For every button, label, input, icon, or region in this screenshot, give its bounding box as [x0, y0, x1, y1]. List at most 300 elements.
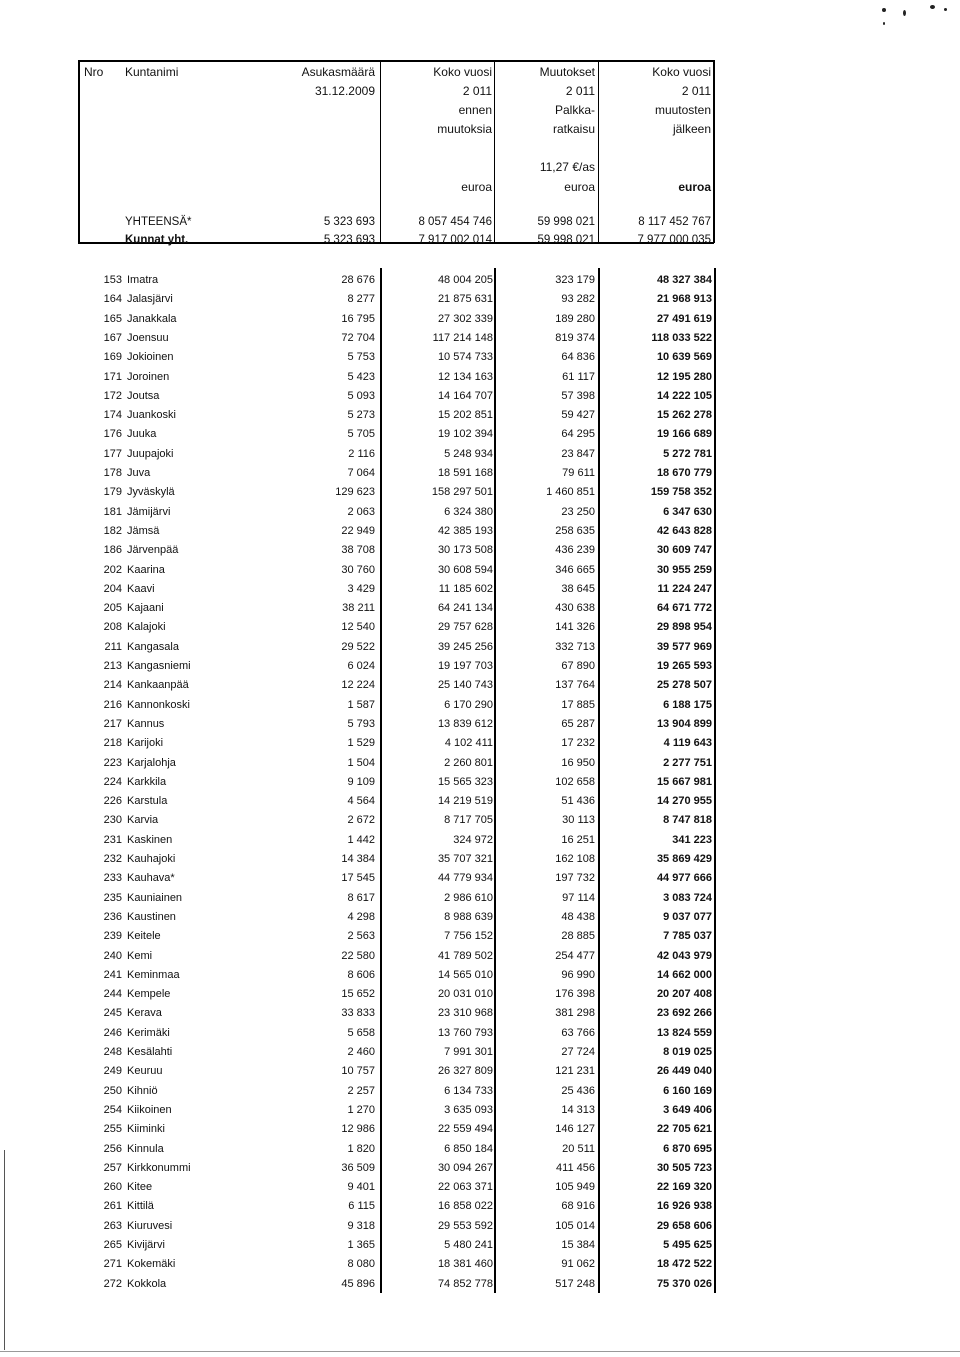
table-row [0, 270, 960, 289]
kunnat-pop: 5 323 693 [323, 234, 375, 246]
table-row [0, 772, 960, 791]
row-change: 93 282 [561, 293, 595, 306]
row-population: 6 115 [348, 1200, 375, 1213]
row-population: 1 587 [347, 698, 375, 711]
row-after: 30 609 747 [656, 544, 712, 557]
row-change: 61 117 [562, 370, 595, 383]
row-change: 436 239 [555, 544, 595, 557]
kunnat-before: 7 917 002 014 [418, 234, 492, 246]
row-nro: 230 [103, 814, 122, 827]
row-population: 8 277 [347, 293, 375, 306]
row-before: 22 063 371 [437, 1181, 493, 1194]
row-before: 12 134 163 [437, 370, 493, 383]
table-row [0, 965, 960, 984]
row-nro: 246 [103, 1026, 122, 1039]
row-after: 27 491 619 [656, 312, 712, 325]
row-nro: 223 [103, 756, 122, 769]
row-population: 22 949 [341, 524, 375, 537]
scan-speck [903, 10, 906, 16]
row-after: 22 705 621 [656, 1123, 712, 1136]
header-koko-jalkeen-sub2: jälkeen [672, 122, 711, 136]
row-nro: 231 [103, 833, 122, 846]
row-change: 258 635 [555, 524, 595, 537]
table-row [0, 791, 960, 810]
row-before: 20 031 010 [437, 988, 493, 1001]
row-name: Kaavi [127, 582, 155, 595]
row-nro: 204 [103, 582, 122, 595]
row-after: 6 870 695 [663, 1142, 712, 1155]
row-after: 39 577 969 [656, 640, 712, 653]
row-after: 75 370 026 [656, 1277, 712, 1290]
totals-pop: 5 323 693 [323, 216, 375, 228]
row-change: 64 295 [561, 428, 595, 441]
table-row [0, 617, 960, 636]
table-row [0, 946, 960, 965]
row-name: Kaarina [127, 563, 165, 576]
row-after: 3 083 724 [663, 891, 712, 904]
row-population: 33 833 [341, 1007, 375, 1020]
row-name: Karstula [127, 795, 168, 808]
row-nro: 211 [104, 640, 122, 653]
row-after: 18 670 779 [656, 467, 712, 479]
row-name: Janakkala [127, 312, 177, 325]
row-population: 5 273 [347, 409, 375, 422]
row-nro: 261 [103, 1200, 122, 1213]
row-before: 64 241 134 [437, 602, 493, 615]
row-after: 22 169 320 [656, 1181, 712, 1194]
row-before: 13 839 612 [437, 717, 493, 730]
row-after: 16 926 938 [656, 1200, 712, 1213]
row-change: 91 062 [561, 1258, 595, 1271]
kunnat-label: Kunnat yht. [125, 234, 189, 246]
row-name: Juuka [127, 428, 157, 441]
row-nro: 233 [103, 872, 122, 885]
row-before: 13 760 793 [437, 1026, 493, 1039]
row-after: 64 671 772 [656, 602, 712, 615]
table-row [0, 367, 960, 386]
row-after: 21 968 913 [656, 293, 712, 306]
row-after: 341 223 [672, 833, 712, 846]
totals-label: YHTEENSÄ* [125, 216, 192, 228]
row-name: Kokemäki [127, 1258, 176, 1271]
row-before: 23 310 968 [437, 1007, 493, 1020]
row-nro: 226 [103, 795, 122, 808]
row-before: 14 565 010 [437, 968, 493, 981]
row-change: 189 280 [555, 312, 595, 325]
header-rate: 11,27 €/as [539, 160, 595, 174]
row-population: 1 820 [347, 1142, 375, 1155]
row-population: 9 109 [347, 775, 375, 788]
row-population: 22 580 [341, 949, 375, 962]
table-row [0, 733, 960, 752]
row-before: 8 717 705 [444, 814, 493, 827]
row-population: 4 298 [347, 910, 375, 923]
row-after: 29 658 606 [656, 1219, 712, 1232]
row-change: 146 127 [555, 1123, 595, 1136]
table-row [0, 540, 960, 559]
row-population: 10 757 [341, 1065, 375, 1078]
row-population: 15 652 [341, 988, 375, 1001]
header-muutokset-sub2: ratkaisu [552, 122, 595, 136]
row-population: 30 760 [341, 563, 375, 576]
row-population: 3 429 [347, 582, 375, 595]
row-name: Jämijärvi [127, 505, 171, 518]
row-change: 79 611 [562, 467, 595, 479]
scan-speck [930, 5, 935, 9]
row-after: 13 904 899 [656, 717, 712, 730]
row-name: Jyväskylä [127, 486, 175, 499]
row-before: 7 991 301 [444, 1046, 493, 1058]
row-before: 7 756 152 [444, 930, 493, 943]
row-name: Kaskinen [127, 833, 173, 846]
row-nro: 260 [103, 1181, 122, 1194]
row-before: 25 140 743 [437, 679, 493, 692]
row-population: 28 676 [341, 274, 375, 286]
row-population: 5 793 [347, 717, 375, 730]
scan-speck [882, 8, 886, 12]
header-koko-jalkeen-year: 2 011 [681, 84, 711, 98]
header-kuntanimi: Kuntanimi [125, 65, 179, 79]
table-row [0, 984, 960, 1003]
header-koko-jalkeen: Koko vuosi [652, 65, 711, 79]
row-name: Kangasniemi [127, 660, 191, 672]
row-change: 25 436 [561, 1084, 595, 1097]
row-change: 97 114 [562, 891, 595, 904]
row-after: 15 667 981 [656, 775, 712, 788]
row-after: 14 662 000 [656, 968, 712, 981]
table-row [0, 830, 960, 849]
row-name: Kerimäki [127, 1026, 170, 1039]
row-after: 3 649 406 [663, 1103, 712, 1116]
row-after: 20 207 408 [656, 988, 712, 1001]
row-change: 51 436 [561, 795, 595, 808]
row-nro: 176 [103, 428, 122, 441]
row-after: 5 272 781 [663, 447, 712, 460]
row-before: 6 170 290 [444, 698, 493, 711]
row-population: 9 318 [347, 1219, 375, 1232]
table-row [0, 521, 960, 540]
row-before: 27 302 339 [437, 312, 493, 325]
table-row [0, 1158, 960, 1177]
row-after: 25 278 507 [656, 679, 712, 692]
row-population: 5 753 [347, 351, 375, 364]
row-nro: 202 [103, 563, 122, 576]
header-muutokset: Muutokset [539, 65, 595, 79]
row-after: 10 639 569 [656, 351, 712, 364]
row-before: 324 972 [453, 833, 493, 846]
row-change: 176 398 [555, 988, 595, 1001]
row-change: 162 108 [555, 853, 595, 865]
row-population: 2 063 [347, 505, 375, 518]
row-after: 159 758 352 [650, 486, 712, 499]
row-name: Kemi [127, 949, 153, 962]
table-row [0, 1139, 960, 1158]
row-change: 17 885 [561, 698, 595, 711]
row-name: Kiikoinen [127, 1103, 172, 1116]
table-row [0, 579, 960, 598]
row-after: 14 222 105 [656, 389, 712, 402]
kunnat-change: 59 998 021 [537, 234, 595, 246]
row-change: 68 916 [561, 1200, 595, 1213]
row-before: 42 385 193 [437, 524, 493, 537]
row-before: 44 779 934 [437, 872, 493, 885]
row-nro: 236 [103, 910, 122, 923]
row-before: 6 850 184 [444, 1142, 493, 1155]
row-nro: 164 [103, 293, 122, 306]
table-row [0, 309, 960, 328]
table-row [0, 482, 960, 501]
row-change: 64 836 [561, 351, 595, 364]
row-name: Kiiminki [127, 1123, 165, 1136]
row-name: Keminmaa [127, 968, 180, 981]
row-nro: 254 [103, 1103, 122, 1116]
table-row [0, 907, 960, 926]
scan-margin-line [4, 1150, 5, 1350]
row-before: 22 559 494 [437, 1123, 493, 1136]
table-row [0, 714, 960, 733]
row-population: 9 401 [347, 1181, 375, 1194]
header-koko-ennen-sub: ennen [458, 103, 492, 117]
row-before: 19 102 394 [437, 428, 493, 441]
row-before: 30 173 508 [437, 544, 493, 557]
row-before: 30 094 267 [437, 1161, 493, 1174]
row-after: 9 037 077 [663, 910, 712, 923]
row-change: 1 460 851 [546, 486, 595, 499]
row-population: 2 672 [347, 814, 375, 827]
row-name: Kokkola [127, 1277, 167, 1290]
header-muutokset-year: 2 011 [565, 84, 595, 98]
row-name: Kiuruvesi [127, 1219, 173, 1232]
row-after: 8 019 025 [663, 1046, 712, 1058]
row-after: 6 347 630 [663, 505, 712, 518]
row-nro: 174 [103, 409, 122, 422]
row-population: 2 563 [347, 930, 375, 943]
row-before: 15 565 323 [437, 775, 493, 788]
row-name: Kannonkoski [127, 698, 190, 711]
table-row [0, 560, 960, 579]
row-nro: 208 [103, 621, 122, 634]
row-before: 30 608 594 [437, 563, 493, 576]
row-after: 30 505 723 [656, 1161, 712, 1174]
row-before: 14 219 519 [437, 795, 493, 808]
row-change: 30 113 [562, 814, 595, 827]
table-row [0, 810, 960, 829]
table-row [0, 1119, 960, 1138]
row-name: Karvia [127, 814, 159, 827]
row-name: Kankaanpää [127, 679, 189, 692]
scan-bottom-line [0, 1351, 960, 1352]
header-koko-ennen: Koko vuosi [433, 65, 492, 79]
row-change: 63 766 [561, 1026, 595, 1039]
row-before: 48 004 205 [437, 274, 493, 286]
row-change: 96 990 [561, 968, 595, 981]
row-after: 6 188 175 [663, 698, 712, 711]
row-nro: 177 [103, 447, 122, 460]
row-change: 20 511 [562, 1142, 595, 1155]
table-row [0, 1196, 960, 1215]
row-nro: 153 [103, 274, 122, 286]
row-population: 5 093 [347, 389, 375, 402]
row-population: 1 504 [347, 756, 375, 769]
row-nro: 167 [103, 331, 122, 344]
row-name: Kivijärvi [127, 1239, 165, 1251]
row-nro: 178 [103, 467, 122, 479]
row-change: 411 456 [556, 1161, 595, 1174]
row-before: 18 381 460 [437, 1258, 493, 1271]
row-before: 11 185 602 [438, 582, 493, 595]
row-after: 7 785 037 [663, 930, 712, 943]
row-change: 27 724 [561, 1046, 595, 1058]
row-population: 16 795 [341, 312, 375, 325]
row-change: 141 326 [555, 621, 595, 634]
row-after: 23 692 266 [656, 1007, 712, 1020]
row-after: 42 643 828 [656, 524, 712, 537]
row-after: 19 166 689 [656, 428, 712, 441]
row-before: 10 574 733 [437, 351, 493, 364]
row-nro: 235 [103, 891, 122, 904]
row-name: Karijoki [127, 737, 164, 750]
header-nro: Nro [84, 65, 104, 79]
row-after: 26 449 040 [656, 1065, 712, 1078]
row-nro: 179 [103, 486, 122, 499]
row-nro: 171 [103, 370, 122, 383]
totals-after: 8 117 452 767 [638, 216, 711, 228]
table-row [0, 598, 960, 617]
table-row [0, 1061, 960, 1080]
row-change: 105 014 [555, 1219, 595, 1232]
scan-speck [883, 22, 885, 25]
row-before: 6 134 733 [444, 1084, 493, 1097]
row-nro: 213 [103, 660, 122, 672]
row-change: 28 885 [561, 930, 595, 943]
row-nro: 216 [103, 698, 122, 711]
header-muutokset-sub: Palkka- [554, 103, 595, 117]
table-row [0, 424, 960, 443]
row-change: 381 298 [555, 1007, 595, 1020]
row-before: 26 327 809 [437, 1065, 493, 1078]
row-before: 35 707 321 [437, 853, 493, 865]
row-population: 8 080 [347, 1258, 375, 1271]
row-name: Kihniö [127, 1084, 158, 1097]
row-population: 2 460 [347, 1046, 375, 1058]
row-before: 19 197 703 [437, 660, 493, 672]
row-change: 14 313 [561, 1103, 595, 1116]
row-after: 15 262 278 [656, 409, 712, 422]
row-name: Joensuu [127, 331, 169, 344]
row-name: Järvenpää [127, 544, 179, 557]
table-row [0, 1177, 960, 1196]
row-before: 15 202 851 [437, 409, 493, 422]
table-row [0, 637, 960, 656]
table-row [0, 1081, 960, 1100]
table-row [0, 1216, 960, 1235]
header-koko-ennen-year: 2 011 [462, 84, 492, 98]
row-change: 57 398 [561, 389, 595, 402]
table-row [0, 1023, 960, 1042]
row-after: 14 270 955 [656, 795, 712, 808]
table-row [0, 695, 960, 714]
row-before: 3 635 093 [444, 1103, 493, 1116]
row-change: 332 713 [555, 640, 595, 653]
header-koko-ennen-sub2: muutoksia [437, 122, 492, 136]
row-population: 72 704 [341, 331, 375, 344]
table-row [0, 463, 960, 482]
row-nro: 214 [103, 679, 122, 692]
row-nro: 181 [103, 505, 122, 518]
row-nro: 240 [103, 949, 122, 962]
table-row [0, 675, 960, 694]
row-name: Kempele [127, 988, 171, 1001]
row-change: 254 477 [555, 949, 595, 962]
row-nro: 245 [103, 1007, 122, 1020]
row-before: 21 875 631 [437, 293, 493, 306]
header-divider [494, 60, 495, 243]
row-population: 8 606 [347, 968, 375, 981]
table-row [0, 289, 960, 308]
table-row [0, 502, 960, 521]
row-name: Kauhajoki [127, 853, 176, 865]
row-after: 4 119 643 [663, 737, 712, 750]
row-change: 38 645 [561, 582, 595, 595]
header-koko-jalkeen-sub: muutosten [654, 103, 711, 117]
row-change: 59 427 [561, 409, 595, 422]
row-nro: 241 [103, 968, 122, 981]
row-nro: 249 [103, 1065, 122, 1078]
row-nro: 217 [103, 717, 122, 730]
row-name: Jokioinen [127, 351, 174, 364]
header-border-right [713, 60, 715, 243]
row-nro: 248 [103, 1046, 122, 1058]
row-population: 5 423 [347, 370, 375, 383]
row-after: 29 898 954 [656, 621, 712, 634]
row-before: 14 164 707 [437, 389, 493, 402]
row-nro: 257 [103, 1161, 122, 1174]
row-after: 19 265 593 [656, 660, 712, 672]
row-change: 23 847 [561, 447, 595, 460]
header-border-left [78, 60, 80, 243]
row-name: Kannus [127, 717, 165, 730]
row-population: 17 545 [341, 872, 375, 885]
row-name: Karjalohja [127, 756, 176, 769]
row-name: Kinnula [127, 1142, 164, 1155]
table-row [0, 1100, 960, 1119]
row-nro: 169 [103, 351, 122, 364]
row-name: Kangasala [127, 640, 179, 653]
row-population: 2 257 [347, 1084, 375, 1097]
row-name: Joutsa [127, 389, 160, 402]
row-name: Karkkila [127, 775, 167, 788]
scan-speck [944, 8, 947, 11]
row-change: 16 950 [561, 756, 595, 769]
row-nro: 244 [103, 988, 122, 1001]
row-after: 35 869 429 [656, 853, 712, 865]
table-row [0, 753, 960, 772]
header-asukasmaara-date: 31.12.2009 [314, 84, 375, 98]
table-row [0, 1042, 960, 1061]
row-change: 105 949 [555, 1181, 595, 1194]
row-before: 18 591 168 [437, 467, 493, 479]
row-population: 5 658 [347, 1026, 375, 1039]
row-name: Kauhava* [127, 872, 175, 885]
row-population: 1 442 [347, 833, 375, 846]
row-before: 8 988 639 [444, 910, 493, 923]
row-name: Kirkkonummi [127, 1161, 191, 1174]
row-after: 11 224 247 [657, 582, 712, 595]
table-row [0, 1254, 960, 1273]
row-population: 38 211 [342, 602, 375, 615]
row-before: 6 324 380 [444, 505, 493, 518]
table-row [0, 926, 960, 945]
